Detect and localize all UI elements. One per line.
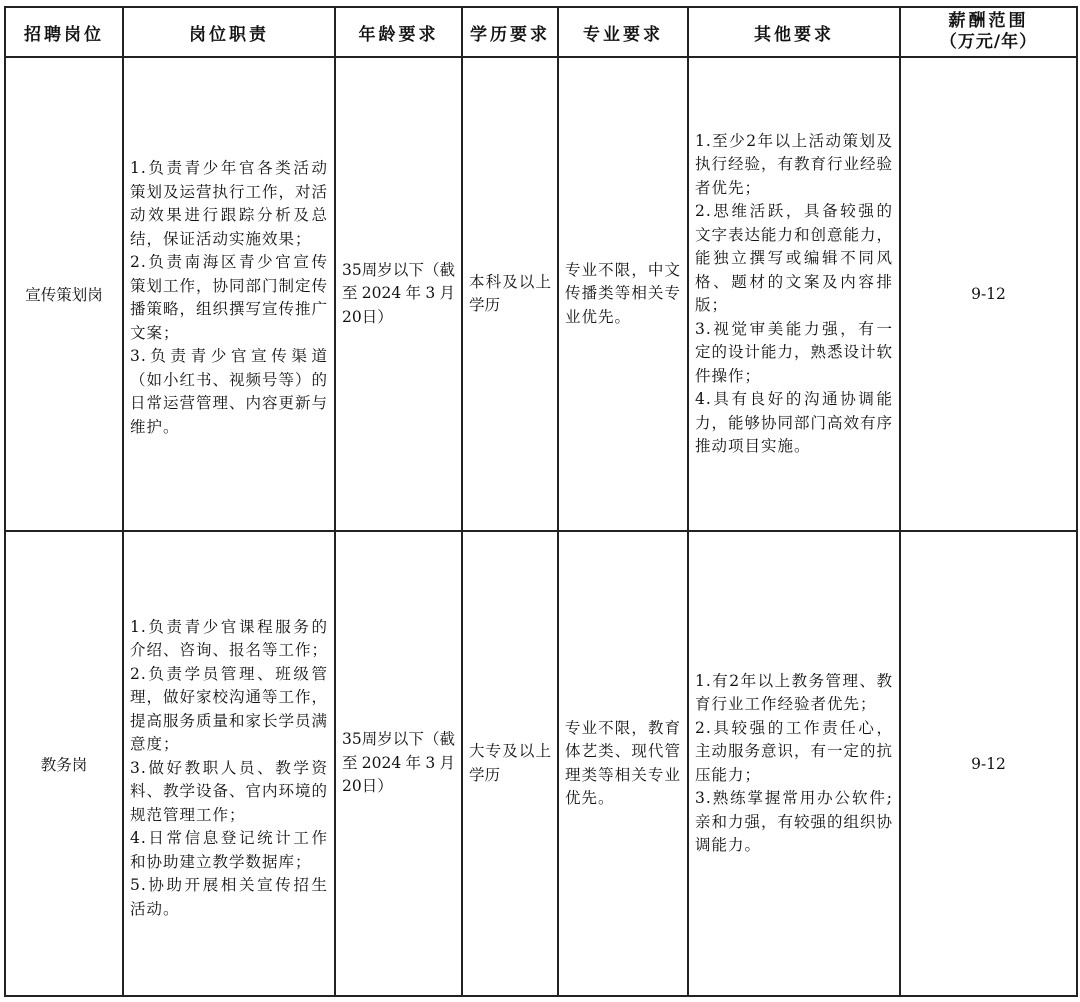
recruitment-table (4, 6, 1078, 997)
header-position: 招聘岗位 (5, 7, 123, 57)
duty-item: 1.负责青少年官各类活动策划及运营执行工作，对活动效果进行跟踪分析及总结，保证活动实施效果； (130, 159, 329, 248)
duty-item: 2.负责南海区青少官宣传策划工作，协同部门制定传播策略，组织撰写宣传推广文案； (130, 253, 329, 342)
other-cell (688, 531, 900, 996)
education-text: 大专及以上学历 (469, 742, 551, 784)
major-cell (558, 57, 688, 531)
major-cell (558, 531, 688, 996)
education-text: 本科及以上学历 (469, 272, 551, 314)
position-cell: 教务岗 (5, 531, 123, 996)
requirement-item: 4.具有良好的沟通协调能力，能够协同部门高效有序推动项目实施。 (695, 390, 894, 455)
other-cell (688, 57, 900, 531)
age-text: 35周岁以下（截至2024年3月20日） (342, 260, 455, 326)
major-text: 专业不限，教育体艺类、现代管理类等相关专业优先。 (565, 718, 681, 807)
header-duties: 岗位职责 (123, 7, 335, 57)
requirement-item: 3.视觉审美能力强，有一定的设计能力，熟悉设计软件操作； (695, 319, 894, 385)
table-header-row (5, 7, 1077, 57)
requirement-item: 2.具较强的工作责任心，主动服务意识，有一定的抗压能力； (695, 718, 894, 784)
duty-item: 2.负责学员管理、班级管理，做好家校沟通等工作，提高服务质量和家长学员满意度； (130, 664, 329, 754)
requirement-item: 3.熟练掌握常用办公软件;亲和力强，有较强的组织协调能力。 (695, 789, 894, 854)
header-education: 学历要求 (462, 7, 558, 57)
duties-cell (123, 531, 335, 996)
duty-item: 4.日常信息登记统计工作和协助建立教学数据库； (130, 829, 328, 871)
requirement-item: 1.至少2年以上活动策划及执行经验，有教育行业经验者优先； (695, 131, 894, 197)
header-other: 其他要求 (688, 7, 900, 57)
duties-cell (123, 57, 335, 531)
education-cell (462, 57, 558, 531)
header-salary-line1: 薪酬范围 (948, 11, 1029, 31)
education-cell (462, 531, 558, 996)
table-row (5, 57, 1077, 531)
requirement-item: 1.有2年以上教务管理、教育行业工作经验者优先； (695, 671, 893, 713)
age-text: 35周岁以下（截至2024年3月20日） (342, 730, 455, 796)
duty-item: 3.做好教职人员、教学资料、教学设备、官内环境的规范管理工作； (130, 758, 329, 824)
duty-item: 3.负责青少官宣传渠道（如小红书、视频号等）的日常运营管理、内容更新与维护。 (130, 347, 329, 436)
header-salary-line2: （万元/年） (939, 32, 1038, 52)
duty-item: 1.负责青少官课程服务的介绍、咨询、报名等工作； (130, 617, 329, 660)
salary-cell: 9-12 (900, 531, 1077, 996)
header-major: 专业要求 (558, 7, 688, 57)
major-text: 专业不限，中文传播类等相关专业优先。 (565, 260, 681, 326)
duty-item: 5.协助开展相关宣传招生活动。 (130, 876, 328, 918)
header-age: 年龄要求 (335, 7, 462, 57)
salary-cell: 9-12 (900, 57, 1077, 531)
age-cell (335, 531, 462, 996)
requirement-item: 2.思维活跃，具备较强的文字表达能力和创意能力，能独立撰写或编辑不同风格、题材的文案及内容排版； (695, 202, 894, 314)
table-row (5, 531, 1077, 996)
position-cell: 宣传策划岗 (5, 57, 123, 531)
header-salary (900, 7, 1077, 57)
age-cell (335, 57, 462, 531)
